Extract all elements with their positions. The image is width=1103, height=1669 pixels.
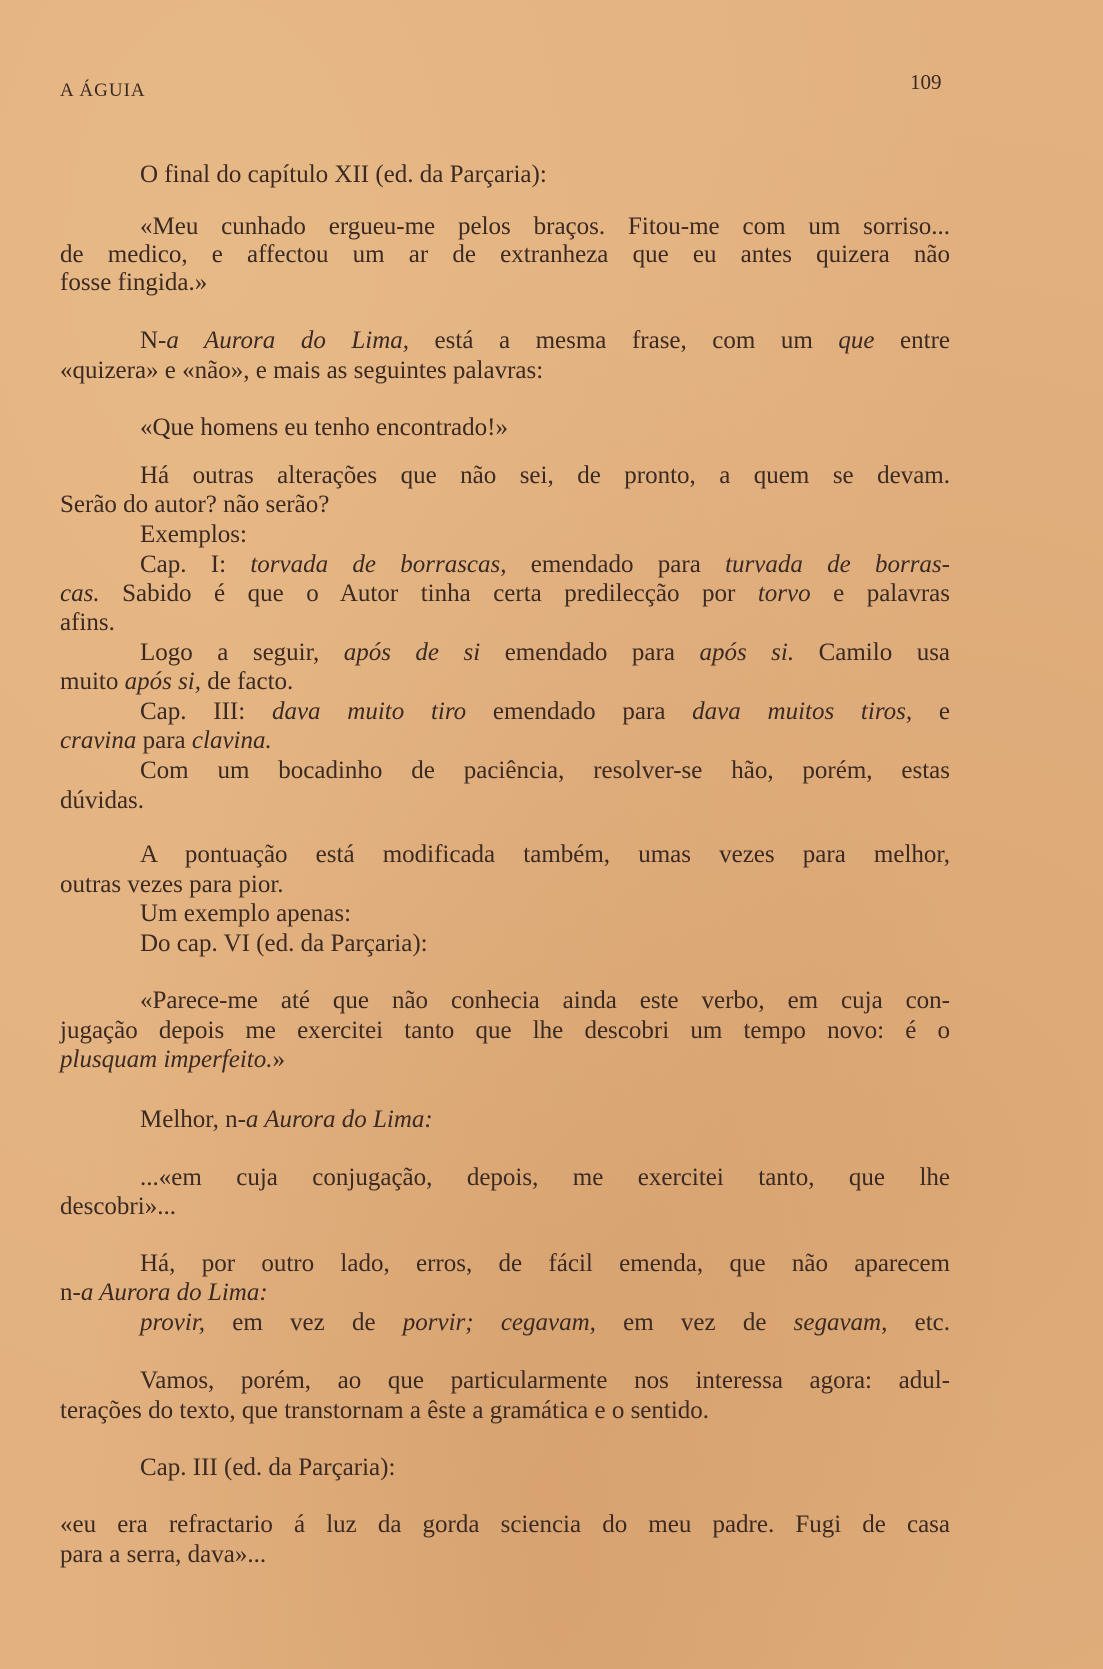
running-title: A ÁGUIA: [60, 80, 146, 101]
text-span: Logo a seguir,: [140, 639, 344, 666]
text-span: entre: [874, 327, 950, 354]
text-line: Serão do autor? não serão?: [60, 491, 330, 518]
italic-phrase: turvada de borras-: [725, 551, 950, 578]
quote-line: jugação depois me exercitei tanto que lhe descobri um tempo novo: é o: [60, 1017, 950, 1044]
italic-word: torvo: [757, 580, 811, 607]
text-line: Com um bocadinho de paciência, resolver-se hão, porém, estas: [140, 757, 950, 784]
italic-phrase: após de si: [343, 639, 481, 666]
text-line: «quizera» e «não», e mais as seguintes palavras:: [60, 357, 544, 384]
italic-word: que: [838, 327, 875, 354]
text-line: [140, 550, 950, 580]
text-line: terações do texto, que transtornam a êste a gramática e o sentido.: [60, 1397, 710, 1424]
italic-word: provir,: [140, 1309, 206, 1336]
text-span: etc.: [887, 1309, 950, 1336]
italic-phrase: cas.: [60, 580, 100, 607]
text-line: Há, por outro lado, erros, de fácil emenda, que não aparecem: [140, 1250, 950, 1277]
italic-phrase: dava muito tiro: [271, 698, 467, 725]
italic-phrase: dava muitos tiros,: [692, 698, 913, 725]
quote-line: [60, 1045, 285, 1075]
text-span: muito: [60, 668, 125, 695]
text-span: N-: [140, 327, 167, 354]
text-line: [140, 1105, 433, 1135]
text-line: Exemplos:: [140, 521, 247, 548]
quote-line: «Que homens eu tenho encontrado!»: [140, 414, 508, 441]
text-line: Vamos, porém, ao que particularmente nos interessa agora: adul-: [140, 1367, 950, 1394]
text-span: está a mesma frase, com um: [409, 327, 839, 354]
quote-line: fosse fingida.»: [60, 269, 208, 296]
text-line: A pontuação está modificada também, umas vezes para melhor,: [140, 841, 950, 868]
italic-word: clavina.: [191, 727, 272, 754]
text-line: O final do capítulo XII (ed. da Parçaria):: [140, 161, 547, 188]
text-line: [140, 697, 950, 727]
text-span: Cap. III:: [140, 698, 272, 725]
text-span: »: [272, 1046, 285, 1073]
text-line: [60, 726, 272, 756]
italic-phrase: após si.: [699, 639, 795, 666]
text-span: emendado para: [466, 698, 693, 725]
quote-line: descobri»...: [60, 1193, 176, 1220]
text-line: afins.: [60, 609, 115, 636]
text-line: Há outras alterações que não sei, de pronto, a quem se devam.: [140, 462, 950, 489]
text-span: emendado para: [480, 639, 700, 666]
text-span: em vez de: [595, 1309, 794, 1336]
text-span: e palavras: [810, 580, 950, 607]
text-span: de facto.: [201, 668, 294, 695]
italic-phrase: porvir; cegavam,: [402, 1309, 596, 1336]
text-line: [60, 667, 293, 697]
text-span: Camilo usa: [794, 639, 951, 666]
quote-line: «Parece-me até que não conhecia ainda este verbo, em cuja con-: [140, 987, 950, 1014]
italic-word: segavam,: [793, 1309, 888, 1336]
text-line: [60, 579, 950, 609]
page-number: 109: [910, 70, 942, 94]
text-line: dúvidas.: [60, 787, 145, 814]
quote-line: de medico, e affectou um ar de extranheza que eu antes quizera não: [60, 241, 950, 268]
text-span: e: [912, 698, 950, 725]
text-span: em vez de: [205, 1309, 403, 1336]
quote-line: «eu era refractario á luz da gorda sciencia do meu padre. Fugi de casa: [60, 1511, 950, 1538]
italic-phrase: após si,: [124, 668, 201, 695]
quote-line: ...«em cuja conjugação, depois, me exercitei tanto, que lhe: [140, 1164, 950, 1191]
italic-word: cravina: [60, 727, 137, 754]
text-line: [140, 1308, 950, 1338]
italic-phrase: plusquam imperfeito.: [60, 1046, 273, 1073]
text-span: Sabido é que o Autor tinha certa predilecção por: [99, 580, 758, 607]
text-span: para: [136, 727, 192, 754]
text-line: [140, 638, 950, 668]
italic-title: a Aurora do Lima:: [80, 1279, 268, 1306]
text-line: [140, 326, 950, 356]
text-line: outras vezes para pior.: [60, 871, 284, 898]
italic-phrase: torvada de borrascas,: [250, 551, 507, 578]
text-span: Cap. I:: [140, 551, 251, 578]
text-span: n-: [60, 1279, 81, 1306]
text-span: emendado para: [506, 551, 726, 578]
quote-line: para a serra, dava»...: [60, 1541, 267, 1568]
text-line: Do cap. VI (ed. da Parçaria):: [140, 930, 428, 957]
text-line: Um exemplo apenas:: [140, 900, 352, 927]
italic-title: a Aurora do Lima:: [245, 1106, 433, 1133]
italic-title: a Aurora do Lima,: [166, 327, 410, 354]
text-line: Cap. III (ed. da Parçaria):: [140, 1454, 396, 1481]
text-line: [60, 1278, 268, 1308]
text-span: Melhor, n-: [140, 1106, 246, 1133]
quote-line: «Meu cunhado ergueu-me pelos braços. Fitou-me com um sorriso...: [140, 213, 950, 240]
